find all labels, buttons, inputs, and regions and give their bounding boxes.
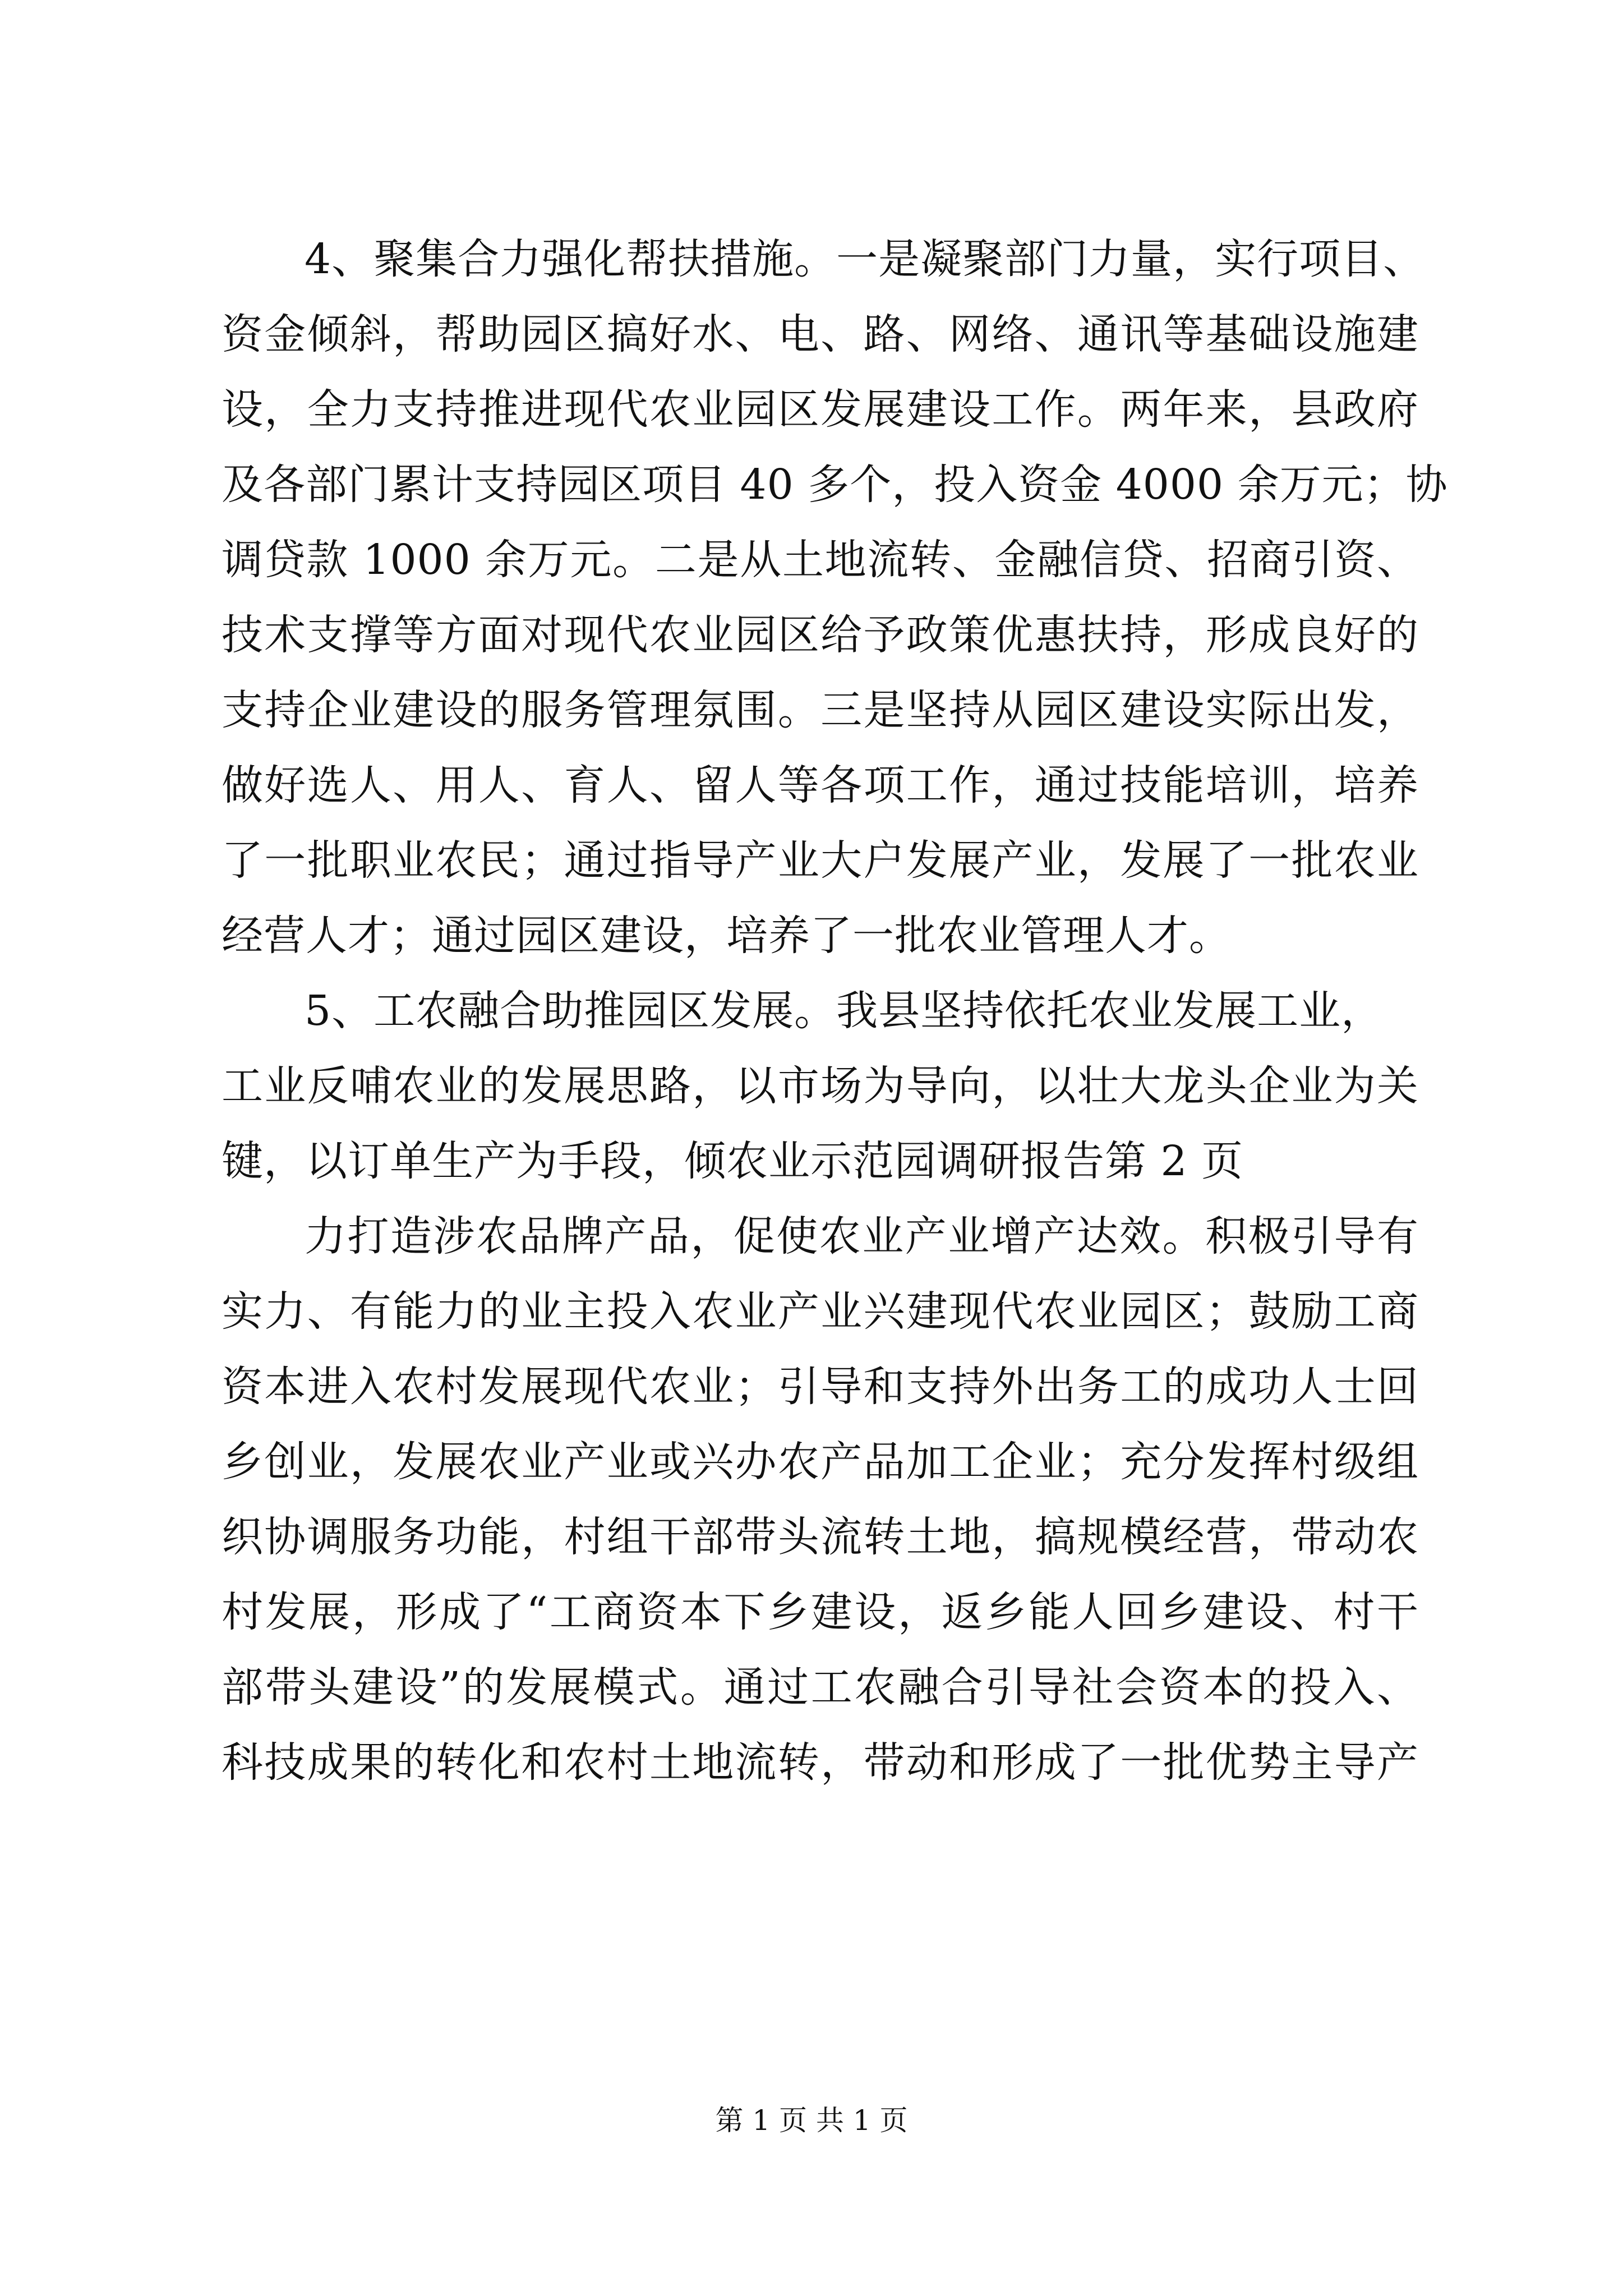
text-line: 工业反哺农业的发展思路，以市场为导向，以壮大龙头企业为关 bbox=[222, 1062, 1419, 1110]
text-line: 了一批职业农民；通过指导产业大户发展产业，发展了一批农业 bbox=[222, 836, 1419, 885]
text-line: 力打造涉农品牌产品，促使农业产业增产达效。积极引导有 bbox=[305, 1212, 1419, 1260]
text-line: 织协调服务功能，村组干部带头流转土地，搞规模经营，带动农 bbox=[222, 1513, 1419, 1561]
text-line: 技术支撑等方面对现代农业园区给予政策优惠扶持，形成良好的 bbox=[222, 611, 1419, 659]
text-line: 调贷款 1000 余万元。二是从土地流转、金融信贷、招商引资、 bbox=[222, 536, 1419, 584]
text-line: 键，以订单生产为手段，倾农业示范园调研报告第 2 页 bbox=[222, 1137, 1244, 1185]
text-line: 及各部门累计支持园区项目 40 多个，投入资金 4000 余万元；协 bbox=[222, 461, 1448, 509]
text-line: 5、工农融合助推园区发展。我县坚持依托农业发展工业， bbox=[305, 987, 1384, 1035]
text-line: 支持企业建设的服务管理氛围。三是坚持从园区建设实际出发， bbox=[222, 686, 1419, 734]
text-line: 村发展，形成了“工商资本下乡建设，返乡能人回乡建设、村干 bbox=[222, 1588, 1419, 1636]
text-line: 实力、有能力的业主投入农业产业兴建现代农业园区；鼓励工商 bbox=[222, 1287, 1419, 1336]
text-line: 乡创业，发展农业产业或兴办农产品加工企业；充分发挥村级组 bbox=[222, 1438, 1419, 1486]
text-line: 经营人才；通过园区建设，培养了一批农业管理人才。 bbox=[222, 912, 1231, 960]
text-line: 部带头建设”的发展模式。通过工农融合引导社会资本的投入、 bbox=[222, 1663, 1419, 1711]
text-line: 设，全力支持推进现代农业园区发展建设工作。两年来，县政府 bbox=[222, 385, 1419, 434]
document-body bbox=[222, 222, 1448, 1800]
text-line: 科技成果的转化和农村土地流转，带动和形成了一批优势主导产 bbox=[222, 1738, 1419, 1787]
text-line: 资金倾斜，帮助园区搞好水、电、路、网络、通讯等基础设施建 bbox=[222, 310, 1419, 358]
text-line: 做好选人、用人、育人、留人等各项工作，通过技能培训，培养 bbox=[222, 761, 1419, 809]
text-line: 4、聚集合力强化帮扶措施。一是凝聚部门力量，实行项目、 bbox=[305, 235, 1426, 283]
text-line: 资本进入农村发展现代农业；引导和支持外出务工的成功人士回 bbox=[222, 1363, 1419, 1411]
page-footer: 第 1 页 共 1 页 bbox=[715, 2104, 908, 2137]
